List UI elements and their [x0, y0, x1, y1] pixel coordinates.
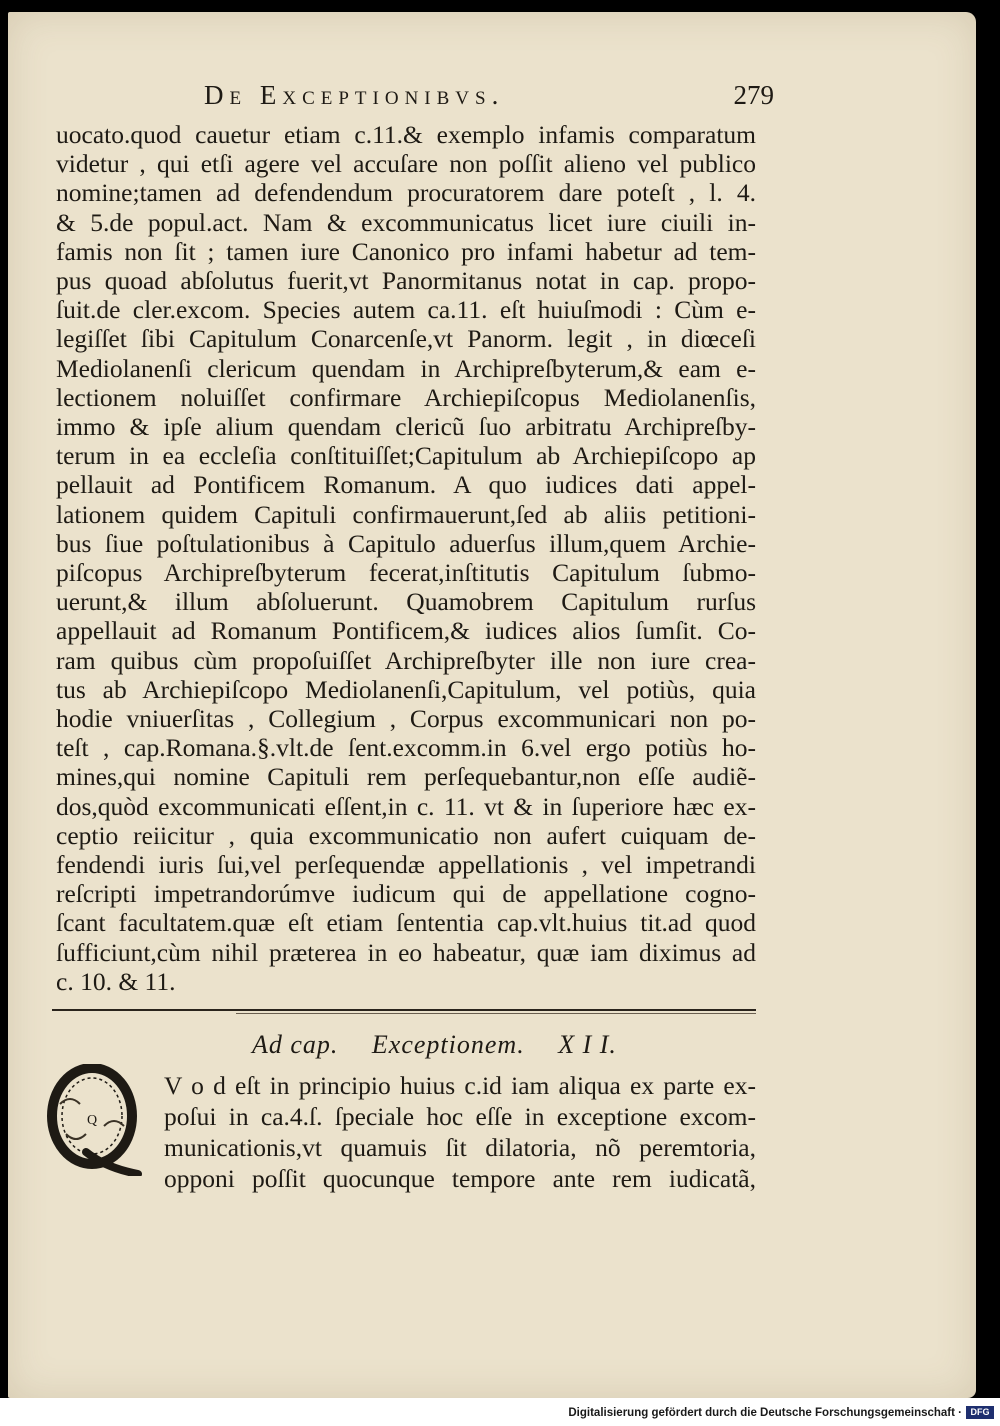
text-line: nomine;tamen ad defendendum procuratorem dare poteſt , l. 4.	[56, 178, 756, 208]
text-line: legiſſet ſibi Capitulum Conarcenſe,vt Panorm. legit , in diœceſi	[56, 324, 756, 354]
text-line: lectionem noluiſſet confirmare Archiepiſcopus Mediolanenſis,	[56, 382, 756, 412]
text-line: hodie vniuerſitas , Collegium , Corpus excommunicari non po-	[56, 704, 756, 734]
text-line: c. 10. & 11.	[56, 966, 176, 996]
text-line: appellauit ad Romanum Pontificem,& iudices alios ſumſit. Co-	[56, 616, 756, 646]
text-line: uocato.quod cauetur etiam c.11.& exemplo infamis comparatum	[56, 120, 756, 149]
page-content	[56, 80, 774, 1194]
text-line: fendendi iuris ſui,vel perſequendæ appellationis , vel impetrandi	[56, 850, 756, 880]
chapter-heading-part: Ad cap.	[252, 1030, 339, 1060]
text-line: piſcopus Archipreſbyterum fecerat,inſtitutis Capitulum ſubmo-	[56, 558, 756, 588]
text-line: pus quoad abſolutus fuerit,vt Panormitanus notat in cap. propo-	[56, 266, 756, 296]
text-line: municationis,vt quamuis ſit dilatoria, nõ peremtoria,	[164, 1133, 756, 1163]
section-rule	[56, 1008, 756, 1014]
text-line: mines,qui nomine Capituli rem perſequebantur,non eſſe audiẽ-	[56, 762, 756, 792]
text-line: poſui in ca.4.ſ. ſpeciale hoc eſſe in exceptione excom-	[164, 1102, 756, 1132]
text-line: Mediolanenſi clericum quendam in Archipreſbyterum,& eam e-	[56, 353, 756, 383]
text-line: uerunt,& illum abſoluerunt. Quamobrem Capitulum rurſus	[56, 587, 756, 617]
text-line: videtur , qui etſi agere vel accuſare non poſſit alieno vel publico	[56, 149, 756, 179]
text-line: lationem quidem Capituli confirmauerunt,ſed ab aliis petitioni-	[56, 499, 756, 529]
text-line: immo & ipſe alium quendam clericũ ſuo arbitratu Archipreſby-	[56, 412, 756, 442]
text-line: terum in ea eccleſia conſtituiſſet;Capitulum ab Archiepiſcopo ap	[56, 441, 756, 471]
text-line: ſufficiunt,cùm nihil præterea in eo habeatur, quæ iam diximus ad	[56, 937, 756, 967]
initial-letter: Q	[86, 1113, 98, 1129]
page-number: 279	[733, 80, 774, 110]
text-line: ram quibus cùm propoſuiſſet Archipreſbyter ille non iure crea-	[56, 645, 756, 675]
initial-paragraph-text	[164, 1070, 756, 1194]
chapter-heading-part: X I I.	[558, 1030, 617, 1060]
digitization-footer	[0, 1398, 1000, 1426]
text-line: famis non ſit ; tamen iure Canonico pro infami habetur ad tem-	[56, 236, 756, 266]
initial-paragraph	[56, 1070, 756, 1194]
text-line: reſcripti impetrandorúmve iudicum qui de appellatione cogno-	[56, 879, 756, 909]
text-line: ſuit.de cler.excom. Species autem ca.11. eſt huiuſmodi : Cùm e-	[56, 295, 756, 325]
dfg-logo: DFG	[966, 1406, 994, 1419]
text-line: dos,quòd excommunicati eſſent,in c. 11. vt & in ſuperiore hæc ex-	[56, 791, 756, 821]
text-line: opponi poſſit quocunque tempore ante rem iudicatã,	[164, 1164, 756, 1194]
body-text	[56, 120, 756, 996]
running-head	[56, 80, 774, 120]
text-line: ſcant facultatem.quæ eſt etiam ſententia cap.vlt.huius tit.ad quod	[56, 908, 756, 938]
chapter-heading-part: Exceptionem.	[371, 1030, 525, 1060]
text-line: teſt , cap.Romana.§.vlt.de ſent.excomm.in 6.vel ergo potiùs ho-	[56, 733, 756, 763]
running-title: De Exceptionibvs.	[204, 80, 505, 110]
text-line: pellauit ad Pontificem Romanum. A quo iudices dati appel-	[56, 470, 756, 500]
decorated-initial-q	[46, 1064, 142, 1176]
text-line: & 5.de popul.act. Nam & excommunicatus licet iure ciuili in-	[56, 207, 756, 237]
text-line: bus ſiue poſtulationibus à Capitulo aduerſus illum,quem Archie-	[56, 528, 756, 558]
text-line: ceptio reiicitur , quia excommunicatio non aufert cuiquam de-	[56, 820, 756, 850]
text-line: tus ab Archiepiſcopo Mediolanenſi,Capitulum, vel potiùs, quia	[56, 674, 756, 704]
book-page	[8, 12, 976, 1398]
text-line: V o d eſt in principio huius c.id iam aliqua ex parte ex-	[164, 1071, 756, 1101]
chapter-heading	[56, 1030, 756, 1064]
footer-credit: Digitalisierung gefördert durch die Deutsche Forschungsgemeinschaft ·	[568, 1407, 962, 1419]
